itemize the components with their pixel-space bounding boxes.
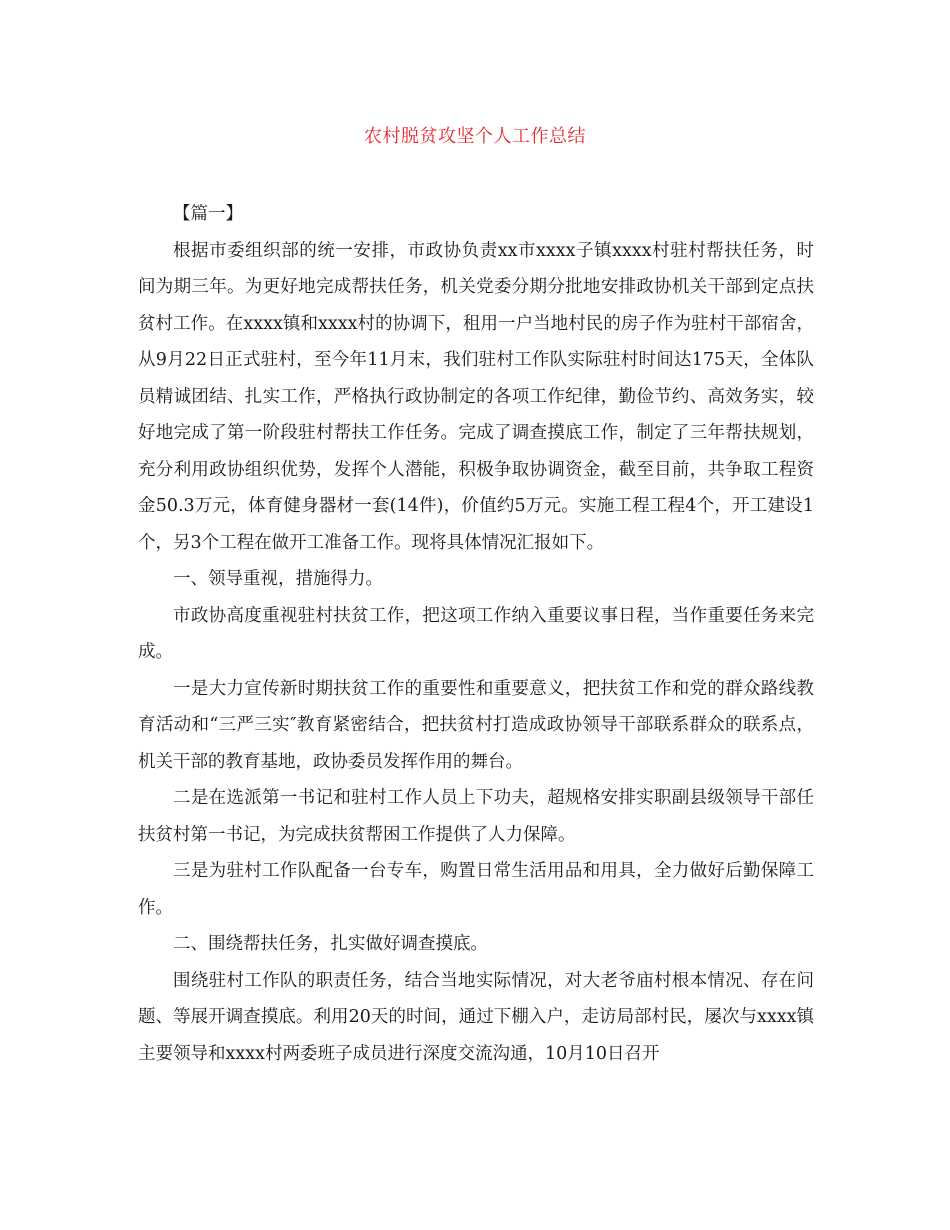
paragraph-survey: 围绕驻村工作队的职责任务，结合当地实际情况，对大老爷庙村根本情况、存在问题、等展开调查摸底。利用20天的时间，通过下棚入户，走访局部村民，屡次与xxxx镇主要领导和xxxx村两委班子成员进行深度交流沟通，10月10日召开	[138, 970, 814, 1064]
document-body	[138, 196, 814, 1072]
section-heading-leadership: 一、领导重视，措施得力。	[173, 569, 383, 589]
section-heading-part-one: 【篇一】	[173, 204, 243, 224]
document-title: 农村脱贫攻坚个人工作总结	[364, 126, 586, 147]
paragraph-point-three: 三是为驻村工作队配备一台专车，购置日常生活用品和用具，全力做好后勤保障工作。	[138, 861, 814, 918]
section-heading-survey: 二、围绕帮扶任务，扎实做好调查摸底。	[173, 934, 488, 954]
paragraph-leadership: 市政协高度重视驻村扶贫工作，把这项工作纳入重要议事日程，当作重要任务来完成。	[138, 605, 814, 662]
paragraph-intro: 根据市委组织部的统一安排，市政协负责xx市xxxx子镇xxxx村驻村帮扶任务，时间为期三年。为更好地完成帮扶任务，机关党委分期分批地安排政协机关干部到定点扶贫村工作。在xxxx镇和xxxx村的协调下，租用一户当地村民的房子作为驻村干部宿舍，从9月22日正式驻村，至今年11月末，我们驻村工作队实际驻村时间达175天，全体队员精诚团结、扎实工作，严格执行政协制定的各项工作纪律，勤俭节约、高效务实，较好地完成了第一阶段驻村帮扶工作任务。完成了调查摸底工作，制定了三年帮扶规划，充分利用政协组织优势，发挥个人潜能，积极争取协调资金，截至目前，共争取工程资金50.3万元，体育健身器材一套(14件)，价值约5万元。实施工程工程4个，开工建设1个，另3个工程在做开工准备工作。现将具体情况汇报如下。	[138, 240, 814, 553]
paragraph-point-two: 二是在选派第一书记和驻村工作人员上下功夫，超规格安排实职副县级领导干部任扶贫村第一书记，为完成扶贫帮困工作提供了人力保障。	[138, 788, 814, 845]
paragraph-point-one: 一是大力宣传新时期扶贫工作的重要性和重要意义，把扶贫工作和党的群众路线教育活动和“三严三实″教育紧密结合，把扶贫村打造成政协领导干部联系群众的联系点，机关干部的教育基地，政协委员发挥作用的舞台。	[138, 678, 814, 772]
